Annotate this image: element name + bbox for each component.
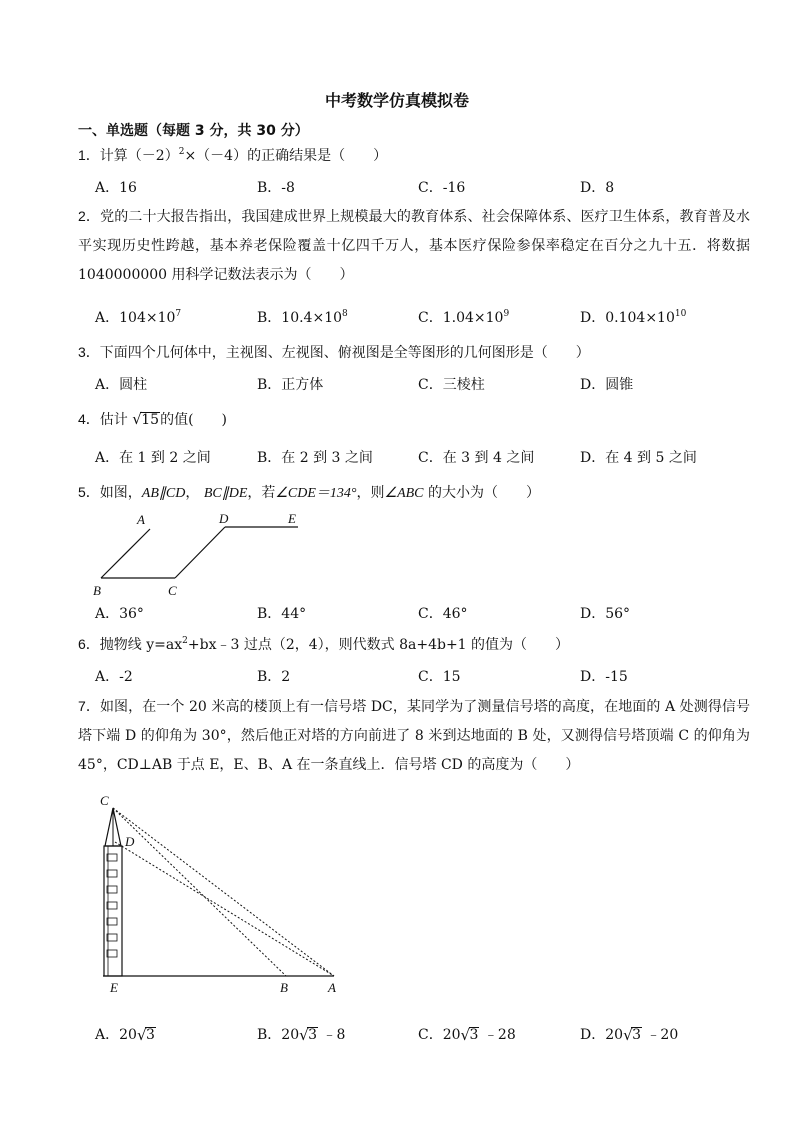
option-tail: ﹣8 <box>322 1027 346 1043</box>
option-d[interactable] <box>580 1024 678 1044</box>
option-value: 10.4×10 <box>281 310 343 326</box>
sight-line-ad <box>115 842 334 976</box>
option-c[interactable]: C．15 <box>418 669 461 685</box>
square-root: √ 3 <box>460 1026 479 1044</box>
option-b[interactable] <box>257 1024 345 1044</box>
math-expression: ∠CDE＝134° <box>275 486 357 501</box>
option-label: A． <box>95 1027 120 1043</box>
coefficient: 20 <box>605 1027 624 1043</box>
question-text-tail: 的大小为（ ） <box>427 485 540 501</box>
option-c[interactable]: C．46° <box>418 606 468 622</box>
math-expression: AB∥CD <box>141 486 186 501</box>
option-c[interactable]: C．-16 <box>418 180 466 196</box>
exponent: 2 <box>178 147 185 157</box>
question-number: 3． <box>78 344 100 360</box>
question-text: ，若 <box>247 485 276 501</box>
question-text: 党的二十大报告指出，我国建成世界上规模最大的教育体系、社会保障体系、医疗卫生体系，教育普及水平实现历史性跨越，基本养老保险覆盖十亿四千万人，基本医疗保险参保率稳定在百分之九十五．将数据 1040000000 用科学记数法表示为（ ） <box>78 209 750 283</box>
separator: ， <box>185 485 200 501</box>
coefficient: 20 <box>281 1027 300 1043</box>
question-text: 计算（－2） <box>99 148 179 164</box>
question-3 <box>78 343 590 363</box>
option-value: 104×10 <box>119 310 176 326</box>
option-d[interactable]: D．圆锥 <box>580 377 634 393</box>
option-a[interactable]: A．圆柱 <box>95 377 148 393</box>
radicand: 3 <box>632 1027 641 1043</box>
option-b[interactable]: B．2 <box>257 669 291 685</box>
building-windows <box>107 854 117 957</box>
option-a[interactable] <box>95 1024 156 1044</box>
option-c[interactable] <box>418 1024 516 1044</box>
option-label: B． <box>257 310 282 326</box>
label-d: D <box>219 511 229 526</box>
option-value: 1.04×10 <box>442 310 504 326</box>
radicand: 15 <box>141 412 160 428</box>
question-text-tail: ×（－4）的正确结果是（ ） <box>184 148 388 164</box>
label-b: B <box>93 583 101 598</box>
question-number: 1． <box>78 147 100 163</box>
option-a[interactable]: A．16 <box>95 180 137 196</box>
exponent: 2 <box>182 636 188 646</box>
option-a[interactable]: A．在 1 到 2 之间 <box>95 450 211 466</box>
label-e: E <box>288 511 296 526</box>
option-label: C． <box>418 310 443 326</box>
option-label: D． <box>580 1027 606 1043</box>
math-expression: BC∥DE <box>203 486 248 501</box>
label-c: C <box>168 583 177 598</box>
sight-line-bc <box>113 808 286 976</box>
option-b[interactable]: B．-8 <box>257 180 295 196</box>
option-label: B． <box>257 1027 282 1043</box>
question-number: 6． <box>78 636 100 652</box>
option-d[interactable]: D．8 <box>580 180 615 196</box>
option-tail: ﹣20 <box>646 1027 679 1043</box>
exponent: 7 <box>175 309 182 319</box>
option-label: D． <box>580 310 606 326</box>
square-root: √ 3 <box>136 1026 155 1044</box>
option-c[interactable] <box>418 307 509 327</box>
square-root: √ 3 <box>623 1026 641 1044</box>
signal-tower-figure <box>94 788 354 998</box>
label-a: A <box>328 980 336 995</box>
exponent: 9 <box>503 309 510 319</box>
label-d: D <box>125 834 135 849</box>
question-number: 7． <box>78 698 100 714</box>
radicand: 3 <box>469 1027 479 1043</box>
question-number: 4． <box>78 411 100 427</box>
option-b[interactable]: B．44° <box>257 606 307 622</box>
question-text-tail: 的值( ) <box>160 412 228 428</box>
section-heading: 一、单选题（每题 3 分，共 30 分） <box>78 123 309 139</box>
option-label: A． <box>95 310 120 326</box>
option-c[interactable]: C．三棱柱 <box>418 377 485 393</box>
question-text: 估计 <box>99 412 128 428</box>
coefficient: 20 <box>119 1027 137 1043</box>
option-d[interactable]: D．-15 <box>580 669 628 685</box>
square-root: √ 3 <box>299 1026 318 1044</box>
question-text: 抛物线 y=ax <box>99 637 183 653</box>
question-number: 2． <box>78 208 101 224</box>
option-d[interactable]: D．56° <box>580 606 631 622</box>
segment-cd <box>175 527 225 578</box>
option-d[interactable] <box>580 307 686 327</box>
option-b[interactable]: B．在 2 到 3 之间 <box>257 450 373 466</box>
parallel-lines-figure <box>88 508 318 600</box>
label-b: B <box>280 980 288 995</box>
question-text: 如图， <box>99 485 142 501</box>
question-5 <box>78 483 540 503</box>
option-b[interactable] <box>257 307 348 327</box>
sight-line-ac <box>113 808 334 976</box>
question-7 <box>78 692 750 780</box>
option-value: 0.104×10 <box>605 310 675 326</box>
question-4 <box>78 410 227 430</box>
question-2 <box>78 202 750 290</box>
option-b[interactable]: B．正方体 <box>257 377 324 393</box>
label-c: C <box>100 793 109 808</box>
segment-ab <box>101 529 150 578</box>
square-root: √ 15 <box>132 410 160 428</box>
math-expression: ∠ABC <box>384 486 424 501</box>
option-a[interactable] <box>95 307 181 327</box>
option-tail: ﹣28 <box>483 1027 516 1043</box>
radicand: 3 <box>308 1027 318 1043</box>
question-text: 下面四个几何体中，主视图、左视图、俯视图是全等图形的几何图形是（ ） <box>99 345 590 361</box>
question-text-tail: +bx﹣3 过点（2，4），则代数式 8a+4b+1 的值为（ ） <box>187 637 570 653</box>
question-number: 5． <box>78 484 100 500</box>
question-6 <box>78 635 569 655</box>
exponent: 10 <box>674 309 687 319</box>
label-a: A <box>137 512 145 527</box>
page-title: 中考数学仿真模拟卷 <box>324 91 469 110</box>
option-d[interactable]: D．在 4 到 5 之间 <box>580 450 697 466</box>
option-a[interactable]: A．36° <box>95 606 144 622</box>
label-e: E <box>110 980 118 995</box>
exponent: 8 <box>342 309 348 319</box>
option-a[interactable]: A．-2 <box>95 669 133 685</box>
question-text: ，则 <box>356 485 385 501</box>
coefficient: 20 <box>442 1027 461 1043</box>
option-label: C． <box>418 1027 443 1043</box>
question-1 <box>78 146 387 166</box>
option-c[interactable]: C．在 3 到 4 之间 <box>418 450 535 466</box>
question-text: 如图，在一个 20 米高的楼顶上有一信号塔 DC，某同学为了测量信号塔的高度，在地面的 A 处测得信号塔下端 D 的仰角为 30°，然后他正对塔的方向前进了 8 米到达地面的 B 处，又测得信号塔顶端 C 的仰角为 45°，CD⊥AB 于点 E，E、B、A 在一条直线上．信号塔 CD 的高度为（ ） <box>78 699 750 773</box>
radicand: 3 <box>145 1027 155 1043</box>
